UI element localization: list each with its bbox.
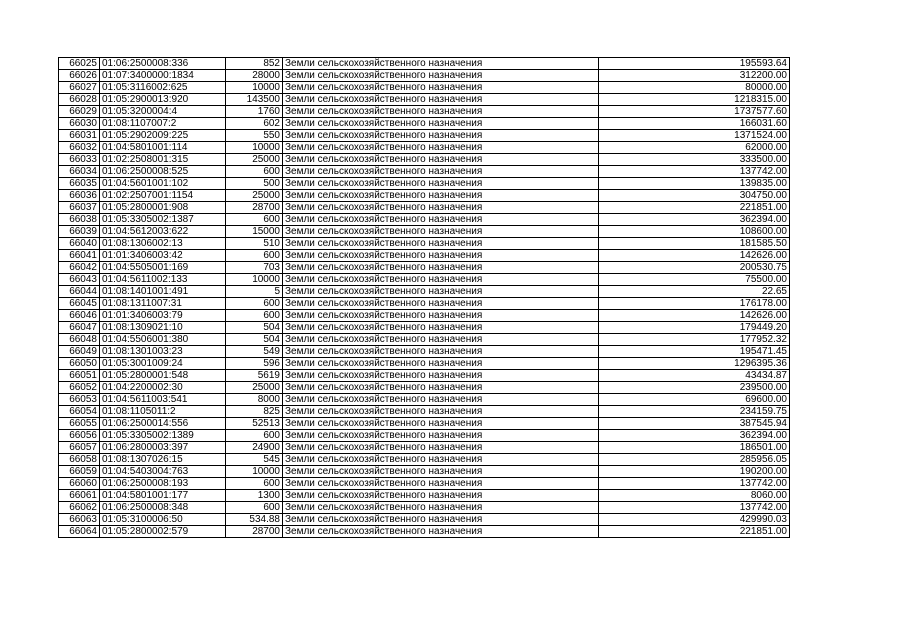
cadastral-value-cell: 1218315.00: [599, 94, 790, 106]
cadastral-value-cell: 1737577.60: [599, 106, 790, 118]
cadastral-number-cell: 01:05:3001009:24: [100, 358, 226, 370]
area-cell: 5: [226, 286, 283, 298]
cadastral-value-cell: 166031.60: [599, 118, 790, 130]
table-row: [59, 526, 790, 538]
area-cell: 596: [226, 358, 283, 370]
cadastral-value-cell: 333500.00: [599, 154, 790, 166]
cadastral-number-cell: 01:06:2800003:397: [100, 442, 226, 454]
record-number-cell: 66028: [59, 94, 100, 106]
table-row: [59, 118, 790, 130]
table-row: [59, 166, 790, 178]
table-row: [59, 334, 790, 346]
record-number-cell: 66063: [59, 514, 100, 526]
table-row: [59, 322, 790, 334]
land-category-cell: Земли сельскохозяйственного назначения: [283, 142, 599, 154]
land-category-cell: Земли сельскохозяйственного назначения: [283, 166, 599, 178]
cadastral-value-cell: 429990.03: [599, 514, 790, 526]
record-number-cell: 66035: [59, 178, 100, 190]
land-category-cell: Земли сельскохозяйственного назначения: [283, 346, 599, 358]
cadastral-value-cell: 75500.00: [599, 274, 790, 286]
cadastral-value-cell: 69600.00: [599, 394, 790, 406]
cadastral-number-cell: 01:06:2500014:556: [100, 418, 226, 430]
area-cell: 10000: [226, 142, 283, 154]
cadastral-number-cell: 01:04:5612003:622: [100, 226, 226, 238]
area-cell: 1300: [226, 490, 283, 502]
area-cell: 600: [226, 298, 283, 310]
record-number-cell: 66039: [59, 226, 100, 238]
record-number-cell: 66047: [59, 322, 100, 334]
cadastral-number-cell: 01:05:2800001:908: [100, 202, 226, 214]
land-category-cell: Земли сельскохозяйственного назначения: [283, 394, 599, 406]
cadastral-value-cell: 200530.75: [599, 262, 790, 274]
cadastral-value-cell: 1296395.36: [599, 358, 790, 370]
table-row: [59, 286, 790, 298]
cadastral-value-cell: 239500.00: [599, 382, 790, 394]
area-cell: 600: [226, 430, 283, 442]
cadastral-number-cell: 01:08:1301003:23: [100, 346, 226, 358]
land-category-cell: Земли сельскохозяйственного назначения: [283, 106, 599, 118]
cadastral-number-cell: 01:04:5505001:169: [100, 262, 226, 274]
table-row: [59, 430, 790, 442]
cadastral-value-cell: 234159.75: [599, 406, 790, 418]
cadastral-number-cell: 01:05:3200004:4: [100, 106, 226, 118]
table-row: [59, 106, 790, 118]
record-number-cell: 66050: [59, 358, 100, 370]
cadastral-value-cell: 362394.00: [599, 214, 790, 226]
table-row: [59, 58, 790, 70]
area-cell: 28000: [226, 70, 283, 82]
area-cell: 1760: [226, 106, 283, 118]
cadastral-value-cell: 142626.00: [599, 310, 790, 322]
table-row: [59, 226, 790, 238]
cadastral-number-cell: 01:02:2507001:1154: [100, 190, 226, 202]
table-row: [59, 490, 790, 502]
table-row: [59, 502, 790, 514]
area-cell: 600: [226, 166, 283, 178]
cadastral-value-cell: 190200.00: [599, 466, 790, 478]
cadastral-number-cell: 01:08:1107007:2: [100, 118, 226, 130]
cadastral-value-cell: 176178.00: [599, 298, 790, 310]
record-number-cell: 66027: [59, 82, 100, 94]
cadastral-value-cell: 137742.00: [599, 166, 790, 178]
cadastral-number-cell: 01:05:2800002:579: [100, 526, 226, 538]
cadastral-value-cell: 285956.05: [599, 454, 790, 466]
cadastral-value-cell: 304750.00: [599, 190, 790, 202]
cadastral-value-cell: 139835.00: [599, 178, 790, 190]
cadastral-number-cell: 01:04:5601001:102: [100, 178, 226, 190]
record-number-cell: 66045: [59, 298, 100, 310]
cadastral-number-cell: 01:05:3116002:625: [100, 82, 226, 94]
record-number-cell: 66044: [59, 286, 100, 298]
land-category-cell: Земли сельскохозяйственного назначения: [283, 58, 599, 70]
area-cell: 600: [226, 250, 283, 262]
table-row: [59, 154, 790, 166]
area-cell: 500: [226, 178, 283, 190]
cadastral-value-cell: 8060.00: [599, 490, 790, 502]
record-number-cell: 66052: [59, 382, 100, 394]
table-row: [59, 514, 790, 526]
record-number-cell: 66054: [59, 406, 100, 418]
cadastral-number-cell: 01:04:2200002:30: [100, 382, 226, 394]
cadastral-value-cell: 22.65: [599, 286, 790, 298]
area-cell: 534.88: [226, 514, 283, 526]
record-number-cell: 66055: [59, 418, 100, 430]
table-row: [59, 70, 790, 82]
cadastral-number-cell: 01:05:3100006:50: [100, 514, 226, 526]
cadastral-value-cell: 312200.00: [599, 70, 790, 82]
record-number-cell: 66060: [59, 478, 100, 490]
land-category-cell: Земли сельскохозяйственного назначения: [283, 118, 599, 130]
table-row: [59, 358, 790, 370]
cadastral-value-cell: 362394.00: [599, 430, 790, 442]
cadastral-value-cell: 108600.00: [599, 226, 790, 238]
record-number-cell: 66025: [59, 58, 100, 70]
land-category-cell: Земли сельскохозяйственного назначения: [283, 526, 599, 538]
land-category-cell: Земли сельскохозяйственного назначения: [283, 154, 599, 166]
area-cell: 10000: [226, 466, 283, 478]
land-category-cell: Земли сельскохозяйственного назначения: [283, 250, 599, 262]
area-cell: 825: [226, 406, 283, 418]
cadastral-value-cell: 1371524.00: [599, 130, 790, 142]
record-number-cell: 66026: [59, 70, 100, 82]
cadastral-number-cell: 01:08:1311007:31: [100, 298, 226, 310]
area-cell: 504: [226, 322, 283, 334]
area-cell: 504: [226, 334, 283, 346]
land-category-cell: Земли сельскохозяйственного назначения: [283, 406, 599, 418]
area-cell: 25000: [226, 382, 283, 394]
area-cell: 602: [226, 118, 283, 130]
land-registry-table: [58, 57, 790, 538]
land-category-cell: Земли сельскохозяйственного назначения: [283, 286, 599, 298]
area-cell: 15000: [226, 226, 283, 238]
table-row: [59, 214, 790, 226]
area-cell: 703: [226, 262, 283, 274]
cadastral-number-cell: 01:04:5801001:177: [100, 490, 226, 502]
record-number-cell: 66033: [59, 154, 100, 166]
area-cell: 143500: [226, 94, 283, 106]
record-number-cell: 66038: [59, 214, 100, 226]
land-category-cell: Земли сельскохозяйственного назначения: [283, 298, 599, 310]
land-category-cell: Земли сельскохозяйственного назначения: [283, 322, 599, 334]
record-number-cell: 66062: [59, 502, 100, 514]
cadastral-number-cell: 01:04:5403004:763: [100, 466, 226, 478]
land-category-cell: Земли сельскохозяйственного назначения: [283, 454, 599, 466]
record-number-cell: 66064: [59, 526, 100, 538]
area-cell: 600: [226, 478, 283, 490]
land-category-cell: Земли сельскохозяйственного назначения: [283, 274, 599, 286]
area-cell: 10000: [226, 274, 283, 286]
land-category-cell: Земли сельскохозяйственного назначения: [283, 442, 599, 454]
cadastral-number-cell: 01:05:2902009:225: [100, 130, 226, 142]
land-category-cell: Земли сельскохозяйственного назначения: [283, 214, 599, 226]
record-number-cell: 66059: [59, 466, 100, 478]
area-cell: 545: [226, 454, 283, 466]
land-category-cell: Земли сельскохозяйственного назначения: [283, 202, 599, 214]
land-category-cell: Земли сельскохозяйственного назначения: [283, 514, 599, 526]
record-number-cell: 66042: [59, 262, 100, 274]
record-number-cell: 66058: [59, 454, 100, 466]
table-row: [59, 418, 790, 430]
cadastral-value-cell: 177952.32: [599, 334, 790, 346]
record-number-cell: 66049: [59, 346, 100, 358]
cadastral-value-cell: 195593.64: [599, 58, 790, 70]
area-cell: 852: [226, 58, 283, 70]
cadastral-value-cell: 142626.00: [599, 250, 790, 262]
record-number-cell: 66032: [59, 142, 100, 154]
cadastral-value-cell: 221851.00: [599, 202, 790, 214]
land-category-cell: Земли сельскохозяйственного назначения: [283, 478, 599, 490]
cadastral-number-cell: 01:04:5611003:541: [100, 394, 226, 406]
table-row: [59, 382, 790, 394]
cadastral-number-cell: 01:05:3305002:1387: [100, 214, 226, 226]
area-cell: 28700: [226, 202, 283, 214]
record-number-cell: 66043: [59, 274, 100, 286]
land-category-cell: Земли сельскохозяйственного назначения: [283, 466, 599, 478]
table-row: [59, 250, 790, 262]
record-number-cell: 66053: [59, 394, 100, 406]
table-row: [59, 190, 790, 202]
table-row: [59, 142, 790, 154]
record-number-cell: 66037: [59, 202, 100, 214]
land-category-cell: Земли сельскохозяйственного назначения: [283, 190, 599, 202]
cadastral-number-cell: 01:08:1309021:10: [100, 322, 226, 334]
land-category-cell: Земли сельскохозяйственного назначения: [283, 130, 599, 142]
area-cell: 25000: [226, 154, 283, 166]
area-cell: 550: [226, 130, 283, 142]
cadastral-value-cell: 137742.00: [599, 478, 790, 490]
table-row: [59, 298, 790, 310]
land-category-cell: Земли сельскохозяйственного назначения: [283, 226, 599, 238]
table-row: [59, 442, 790, 454]
land-category-cell: Земли сельскохозяйственного назначения: [283, 358, 599, 370]
cadastral-number-cell: 01:01:3406003:42: [100, 250, 226, 262]
cadastral-number-cell: 01:05:2900013:920: [100, 94, 226, 106]
area-cell: 600: [226, 214, 283, 226]
record-number-cell: 66051: [59, 370, 100, 382]
record-number-cell: 66046: [59, 310, 100, 322]
cadastral-number-cell: 01:06:2500008:525: [100, 166, 226, 178]
table-row: [59, 238, 790, 250]
record-number-cell: 66048: [59, 334, 100, 346]
land-category-cell: Земли сельскохозяйственного назначения: [283, 430, 599, 442]
area-cell: 52513: [226, 418, 283, 430]
cadastral-number-cell: 01:05:2800001:548: [100, 370, 226, 382]
record-number-cell: 66057: [59, 442, 100, 454]
cadastral-value-cell: 62000.00: [599, 142, 790, 154]
cadastral-number-cell: 01:08:1105011:2: [100, 406, 226, 418]
cadastral-value-cell: 186501.00: [599, 442, 790, 454]
table-row: [59, 310, 790, 322]
cadastral-number-cell: 01:04:5801001:114: [100, 142, 226, 154]
cadastral-value-cell: 181585.50: [599, 238, 790, 250]
land-category-cell: Земли сельскохозяйственного назначения: [283, 382, 599, 394]
table-row: [59, 466, 790, 478]
cadastral-number-cell: 01:05:3305002:1389: [100, 430, 226, 442]
record-number-cell: 66031: [59, 130, 100, 142]
area-cell: 600: [226, 502, 283, 514]
record-number-cell: 66036: [59, 190, 100, 202]
land-category-cell: Земли сельскохозяйственного назначения: [283, 238, 599, 250]
cadastral-number-cell: 01:04:5506001:380: [100, 334, 226, 346]
land-category-cell: Земли сельскохозяйственного назначения: [283, 178, 599, 190]
record-number-cell: 66030: [59, 118, 100, 130]
cadastral-value-cell: 387545.94: [599, 418, 790, 430]
cadastral-value-cell: 80000.00: [599, 82, 790, 94]
area-cell: 5619: [226, 370, 283, 382]
record-number-cell: 66056: [59, 430, 100, 442]
cadastral-number-cell: 01:06:2500008:336: [100, 58, 226, 70]
table-row: [59, 370, 790, 382]
table-row: [59, 202, 790, 214]
land-category-cell: Земли сельскохозяйственного назначения: [283, 82, 599, 94]
cadastral-value-cell: 221851.00: [599, 526, 790, 538]
cadastral-value-cell: 179449.20: [599, 322, 790, 334]
table-row: [59, 262, 790, 274]
cadastral-number-cell: 01:06:2500008:348: [100, 502, 226, 514]
table-row: [59, 346, 790, 358]
cadastral-number-cell: 01:04:5611002:133: [100, 274, 226, 286]
record-number-cell: 66040: [59, 238, 100, 250]
land-category-cell: Земли сельскохозяйственного назначения: [283, 490, 599, 502]
record-number-cell: 66061: [59, 490, 100, 502]
land-category-cell: Земли сельскохозяйственного назначения: [283, 334, 599, 346]
table-row: [59, 454, 790, 466]
area-cell: 24900: [226, 442, 283, 454]
record-number-cell: 66034: [59, 166, 100, 178]
table-row: [59, 130, 790, 142]
table-row: [59, 478, 790, 490]
table-row: [59, 406, 790, 418]
cadastral-number-cell: 01:06:2500008:193: [100, 478, 226, 490]
area-cell: 8000: [226, 394, 283, 406]
land-category-cell: Земли сельскохозяйственного назначения: [283, 310, 599, 322]
area-cell: 549: [226, 346, 283, 358]
cadastral-value-cell: 195471.45: [599, 346, 790, 358]
table-body: [59, 58, 790, 538]
cadastral-number-cell: 01:07:3400000:1834: [100, 70, 226, 82]
land-category-cell: Земли сельскохозяйственного назначения: [283, 502, 599, 514]
table-row: [59, 178, 790, 190]
land-category-cell: Земли сельскохозяйственного назначения: [283, 70, 599, 82]
cadastral-number-cell: 01:02:2508001:315: [100, 154, 226, 166]
area-cell: 10000: [226, 82, 283, 94]
cadastral-number-cell: 01:08:1401001:491: [100, 286, 226, 298]
cadastral-value-cell: 43434.87: [599, 370, 790, 382]
land-category-cell: Земли сельскохозяйственного назначения: [283, 262, 599, 274]
area-cell: 25000: [226, 190, 283, 202]
land-category-cell: Земли сельскохозяйственного назначения: [283, 94, 599, 106]
cadastral-value-cell: 137742.00: [599, 502, 790, 514]
table-row: [59, 274, 790, 286]
cadastral-number-cell: 01:01:3406003:79: [100, 310, 226, 322]
area-cell: 600: [226, 310, 283, 322]
land-category-cell: Земли сельскохозяйственного назначения: [283, 370, 599, 382]
table-row: [59, 394, 790, 406]
land-category-cell: Земли сельскохозяйственного назначения: [283, 418, 599, 430]
area-cell: 28700: [226, 526, 283, 538]
record-number-cell: 66029: [59, 106, 100, 118]
table-row: [59, 94, 790, 106]
table-row: [59, 82, 790, 94]
area-cell: 510: [226, 238, 283, 250]
record-number-cell: 66041: [59, 250, 100, 262]
cadastral-number-cell: 01:08:1306002:13: [100, 238, 226, 250]
cadastral-number-cell: 01:08:1307026:15: [100, 454, 226, 466]
